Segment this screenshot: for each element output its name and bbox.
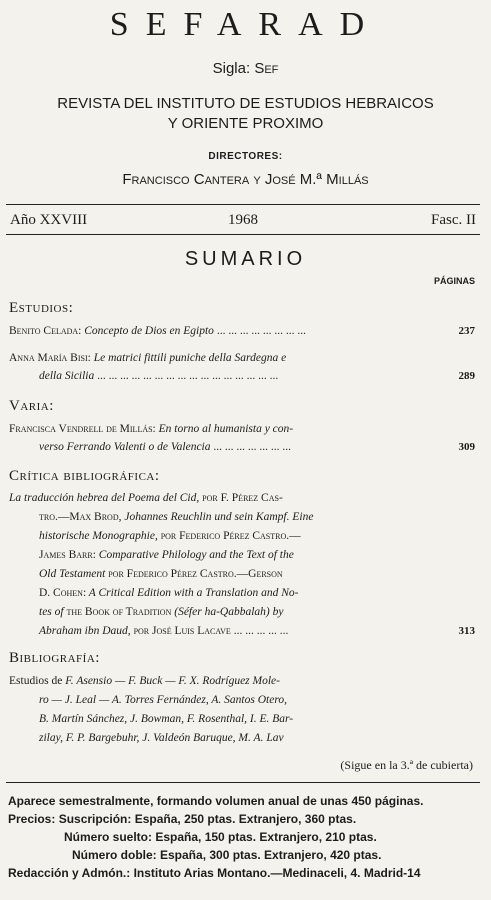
issue-fascicle: Fasc. II bbox=[431, 212, 476, 228]
issue-year-label: Año XXVIII bbox=[10, 212, 88, 228]
entry-dots: ... ... ... ... ... ... ... ... ... ... ... ... ... ... ... ... bbox=[97, 370, 279, 382]
directores-label: DIRECTORES: bbox=[208, 151, 283, 162]
entry-page: 289 bbox=[458, 370, 475, 382]
critica-text: por F. Pérez Cas- bbox=[199, 492, 283, 504]
biblio-text: Estudios de bbox=[9, 675, 63, 687]
sigla-value: Sef bbox=[254, 60, 279, 77]
header-rule bbox=[6, 204, 480, 205]
critica-text: the Book of Tradition bbox=[63, 606, 175, 618]
journal-subtitle bbox=[0, 94, 491, 134]
entry-page: 237 bbox=[458, 325, 475, 337]
critica-text: Comparative Philology and the Text of the bbox=[95, 549, 294, 561]
critica-text: (Séfer ha-Qabbalah) by bbox=[174, 606, 284, 618]
entry-title: Concepto de Dios en Egipto bbox=[84, 325, 214, 337]
biblio-text: ro — J. Leal — A. Torres Fernández, A. Santos Otero, bbox=[39, 694, 288, 706]
section-estudios-heading: Estudios: bbox=[9, 300, 74, 316]
critica-text: Johannes Reuchlin und sein Kampf. Eine bbox=[121, 511, 314, 523]
sumario-heading: SUMARIO bbox=[184, 248, 307, 270]
toc-entry-celada bbox=[9, 322, 475, 340]
subtitle-line-2: Y ORIENTE PROXIMO bbox=[167, 115, 324, 132]
directores-names: Francisco Cantera y José M.ª Millás bbox=[122, 171, 369, 188]
critica-text: tes of bbox=[39, 606, 64, 618]
footer-block bbox=[8, 792, 484, 882]
entry-dots: ... ... ... ... ... ... ... bbox=[213, 441, 292, 453]
sigla-label: Sigla: bbox=[212, 60, 251, 77]
entry-dots: ... ... ... ... ... ... ... ... bbox=[216, 325, 306, 337]
biblio-text: F. Asensio — F. Buck — F. X. Rodríguez Mole- bbox=[62, 675, 280, 687]
entry-title: Le matrici fittili puniche della Sardegna e bbox=[93, 352, 287, 364]
critica-text: por Federico Pérez Castro.— bbox=[157, 530, 301, 542]
section-varia-heading: Varia: bbox=[9, 398, 54, 414]
issue-year: 1968 bbox=[228, 212, 258, 228]
footer-line bbox=[8, 810, 484, 828]
critica-text: por José Luis Lacave bbox=[130, 625, 231, 637]
critica-text: Old Testament bbox=[39, 568, 106, 580]
sigue-note: (Sigue en la 3.ª de cubierta) bbox=[340, 758, 473, 772]
entry-author: Francisca Vendrell de Millás: bbox=[9, 423, 156, 435]
critica-text: A Critical Edition with a Translation and No- bbox=[86, 587, 299, 599]
critica-text: tro.—Max Brod, bbox=[39, 511, 122, 523]
footer-line: Redacción y Admón.: Instituto Arias Montano.—Medinaceli, 4. Madrid-14 bbox=[8, 866, 421, 880]
toc-entry-bibliografia bbox=[9, 672, 475, 748]
footer-line: Número doble: España, 300 ptas. Extranjero, 420 ptas. bbox=[72, 848, 382, 862]
toc-entry-vendrell bbox=[9, 420, 475, 456]
entry-author: Benito Celada: bbox=[9, 325, 82, 337]
biblio-text: zilay, F. P. Bargebuhr, J. Valdeón Baruque, M. A. Lav bbox=[39, 732, 284, 744]
footer-line: Número suelto: España, 150 ptas. Extranjero, 210 ptas. bbox=[64, 830, 377, 844]
toc-entry-bisi bbox=[9, 349, 475, 385]
sigla-line bbox=[0, 60, 491, 77]
section-critica-heading: Crítica bibliográfica: bbox=[9, 468, 160, 484]
entry-page: 309 bbox=[458, 441, 475, 453]
critica-text: historische Monographie, bbox=[39, 530, 158, 542]
issue-line bbox=[10, 212, 476, 234]
biblio-text: B. Martín Sánchez, J. Bowman, F. Rosenthal, I. E. Bar- bbox=[39, 713, 294, 725]
footer-rule bbox=[6, 782, 480, 783]
footer-line: Aparece semestralmente, formando volumen anual de unas 450 páginas. bbox=[8, 794, 424, 808]
paginas-label: PÁGINAS bbox=[433, 276, 475, 286]
subtitle-line-1: REVISTA DEL INSTITUTO DE ESTUDIOS HEBRAICOS bbox=[57, 95, 434, 112]
critica-text: por Federico Pérez Castro.—Gerson bbox=[105, 568, 283, 580]
entry-page: 313 bbox=[458, 625, 475, 637]
critica-text: La traducción hebrea del Poema del Cid, bbox=[9, 492, 200, 504]
entry-title: En torno al humanista y con- bbox=[158, 423, 294, 435]
footer-prices-label: Precios: bbox=[8, 812, 56, 826]
entry-dots: ... ... ... ... ... bbox=[230, 625, 289, 637]
entry-author: Anna María Bisi: bbox=[9, 352, 91, 364]
entry-title-cont: verso Ferrando Valenti o de Valencia bbox=[39, 441, 211, 453]
critica-text: Abraham ibn Daud, bbox=[39, 625, 131, 637]
critica-text: D. Cohen: bbox=[39, 587, 87, 599]
entry-title-cont: della Sicilia bbox=[39, 370, 95, 382]
footer-prices-text: Suscripción: España, 250 ptas. Extranjero, 360 ptas. bbox=[58, 812, 357, 826]
toc-entry-critica bbox=[9, 489, 475, 641]
journal-title: SEFARAD bbox=[109, 6, 382, 43]
section-bibliografia-heading: Bibliografía: bbox=[9, 650, 100, 666]
critica-text: James Barr: bbox=[39, 549, 96, 561]
issue-rule bbox=[6, 234, 480, 235]
